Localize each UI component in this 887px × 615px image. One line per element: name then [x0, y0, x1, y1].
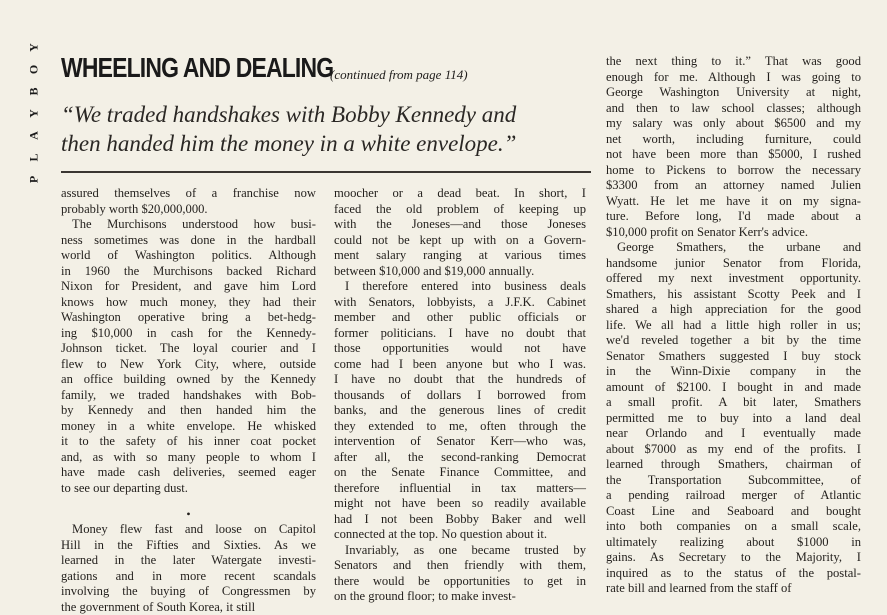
text-line: banks, and the generous lines of credit	[334, 403, 586, 419]
text-line: enough for me. Although I was going to	[606, 70, 861, 86]
text-line: Senator Smathers suggested I buy stock	[606, 349, 861, 365]
text-line: rate bill and learned from the staff of	[606, 581, 861, 597]
text-line: offered my next investment opportunity.	[606, 271, 861, 287]
text-line: world of Washington politics. Although	[61, 248, 316, 264]
text-line: by Kennedy and then handed him the	[61, 403, 316, 419]
text-line: inquired as to the status of the postal-	[606, 566, 861, 582]
text-line: ment salary ranging at various times	[334, 248, 586, 264]
text-line: Hill in the Fifties and Sixties. As we	[61, 538, 316, 554]
text-line: learned through Smathers, chairman of	[606, 457, 861, 473]
text-line: ultimately realizing about $1000 in	[606, 535, 861, 551]
text-column-2	[334, 186, 586, 605]
text-line: with Senators, lobbyists, a J.F.K. Cabinet	[334, 295, 586, 311]
pull-quote	[61, 100, 591, 158]
text-line: member and other public officials or	[334, 310, 586, 326]
text-line: a pending railroad merger of Atlantic	[606, 488, 861, 504]
text-line: in the Winn-Dixie company in the	[606, 364, 861, 380]
continued-note: (continued from page 114)	[330, 67, 468, 83]
spine-letter: Y	[27, 41, 42, 55]
spine-letter: Y	[27, 107, 42, 121]
article-headline: WHEELING AND DEALING	[61, 52, 333, 84]
text-line: family, we traded handshakes with Bob-	[61, 388, 316, 404]
text-line: the Transportation Subcommittee, of	[606, 473, 861, 489]
text-line: I therefore entered into business deals	[334, 279, 586, 295]
text-line: come had I been anyone but who I was.	[334, 357, 586, 373]
text-line: ture. Before long, I'd made about a	[606, 209, 861, 225]
magazine-spine	[27, 40, 41, 200]
text-line: faced the old problem of keeping up	[334, 202, 586, 218]
text-line: Senators and then friendly with them,	[334, 558, 586, 574]
text-line: on the ground floor; to make invest-	[334, 589, 586, 605]
text-line: those opportunities would not have	[334, 341, 586, 357]
text-line: a small profit. A bit later, Smathers	[606, 395, 861, 411]
text-line: to see our departing dust.	[61, 481, 316, 497]
text-line: with the Joneses—and those Joneses	[334, 217, 586, 233]
text-line: $10,000 profit on Senator Kerr's advice.	[606, 225, 861, 241]
text-line: assured themselves of a franchise now	[61, 186, 316, 202]
text-line: the government of South Korea, it still	[61, 600, 316, 615]
text-line: Johnson ticket. The loyal courier and I	[61, 341, 316, 357]
text-line: ness sometimes was done in the hardball	[61, 233, 316, 249]
text-line: gations and in more recent scandals	[61, 569, 316, 585]
spine-letter: A	[27, 129, 42, 143]
text-line: might not have been so readily available	[334, 496, 586, 512]
text-line: into both companies on a small scale,	[606, 519, 861, 535]
text-line: former politicians. I have no doubt that	[334, 326, 586, 342]
text-line: the next thing to it.” That was good	[606, 54, 861, 70]
text-line: could not be kept up with on a Govern-	[334, 233, 586, 249]
text-line: my salary was only about $6500 and my	[606, 116, 861, 132]
headline-block	[61, 52, 591, 88]
text-line: on the Senate Finance Committee, and	[334, 465, 586, 481]
text-line: Smathers, his assistant Scotty Peek and I	[606, 287, 861, 303]
text-line: permitted me to buy into a land deal	[606, 411, 861, 427]
text-line: Wyatt. He let me have it on my signa-	[606, 194, 861, 210]
text-line: between $10,000 and $19,000 annually.	[334, 264, 586, 280]
divider-rule	[61, 171, 591, 173]
text-line: life. We all had a little high roller in us;	[606, 318, 861, 334]
text-line: Washington operative bring a bet-hedg-	[61, 310, 316, 326]
spine-letter: O	[27, 63, 42, 77]
text-line: Nixon for President, and gave him Lord	[61, 279, 316, 295]
spine-letter: P	[27, 173, 42, 187]
text-line: there would be opportunities to get in	[334, 574, 586, 590]
text-line: connected at the top. No question about it.	[334, 527, 586, 543]
text-line: after all, the second-ranking Democrat	[334, 450, 586, 466]
text-line: and then to law school classes; although	[606, 101, 861, 117]
text-line: handsome junior Senator from Florida,	[606, 256, 861, 272]
text-line: money in a white envelope. He whisked	[61, 419, 316, 435]
text-line: Money flew fast and loose on Capitol	[61, 522, 316, 538]
paragraph-gap	[61, 496, 316, 506]
text-line: $3300 from an attorney named Julien	[606, 178, 861, 194]
text-column-1	[61, 186, 316, 605]
text-line: George Washington University at night,	[606, 85, 861, 101]
text-line: I have no doubt that the hundreds of	[334, 372, 586, 388]
pull-quote-line: then handed him the money in a white envelope.”	[61, 129, 591, 158]
text-line: home to Pickens to borrow the necessary	[606, 163, 861, 179]
text-line: therefore influential in tax matters—	[334, 481, 586, 497]
text-line: knows how much money, they had their	[61, 295, 316, 311]
text-line: we'd reveled together a bit by the time	[606, 333, 861, 349]
text-line: thousands of dollars I borrowed from	[334, 388, 586, 404]
text-line: amount of $2100. I bought in and made	[606, 380, 861, 396]
section-bullet: •	[61, 506, 316, 522]
text-line: probably worth $20,000,000.	[61, 202, 316, 218]
text-line: ing $10,000 in cash for the Kennedy-	[61, 326, 316, 342]
text-line: learned in the later Watergate investi-	[61, 553, 316, 569]
text-line: gains. As Secretary to the Majority, I	[606, 550, 861, 566]
text-column-3	[606, 54, 861, 605]
text-line: had I not been Bobby Baker and well	[334, 512, 586, 528]
text-line: involving the buying of Congressmen by	[61, 584, 316, 600]
text-line: shared a high appreciation for the good	[606, 302, 861, 318]
spine-letter: B	[27, 85, 42, 99]
text-line: about $7000 as my end of the profits. I	[606, 442, 861, 458]
text-line: near Orlando and I eventually made	[606, 426, 861, 442]
text-line: George Smathers, the urbane and	[606, 240, 861, 256]
text-line: flew to New York City, where, outside	[61, 357, 316, 373]
text-line: and, as with so many people to whom I	[61, 450, 316, 466]
text-line: intervention of Senator Kerr—who was,	[334, 434, 586, 450]
text-line: it to the safety of his inner coat pocket	[61, 434, 316, 450]
pull-quote-line: “We traded handshakes with Bobby Kennedy and	[61, 100, 591, 129]
spine-letter: L	[27, 151, 42, 165]
text-line: net worth, including furniture, could	[606, 132, 861, 148]
text-line: they extended to me, often through the	[334, 419, 586, 435]
text-line: an office building owned by the Kennedy	[61, 372, 316, 388]
text-line: in 1960 the Murchisons backed Richard	[61, 264, 316, 280]
text-line: Coast Line and Seaboard and bought	[606, 504, 861, 520]
text-line: moocher or a dead beat. In short, I	[334, 186, 586, 202]
text-line: The Murchisons understood how busi-	[61, 217, 316, 233]
text-line: Invariably, as one became trusted by	[334, 543, 586, 559]
text-line: have made cash deliveries, seemed eager	[61, 465, 316, 481]
text-line: not have been more than $5000, I rushed	[606, 147, 861, 163]
